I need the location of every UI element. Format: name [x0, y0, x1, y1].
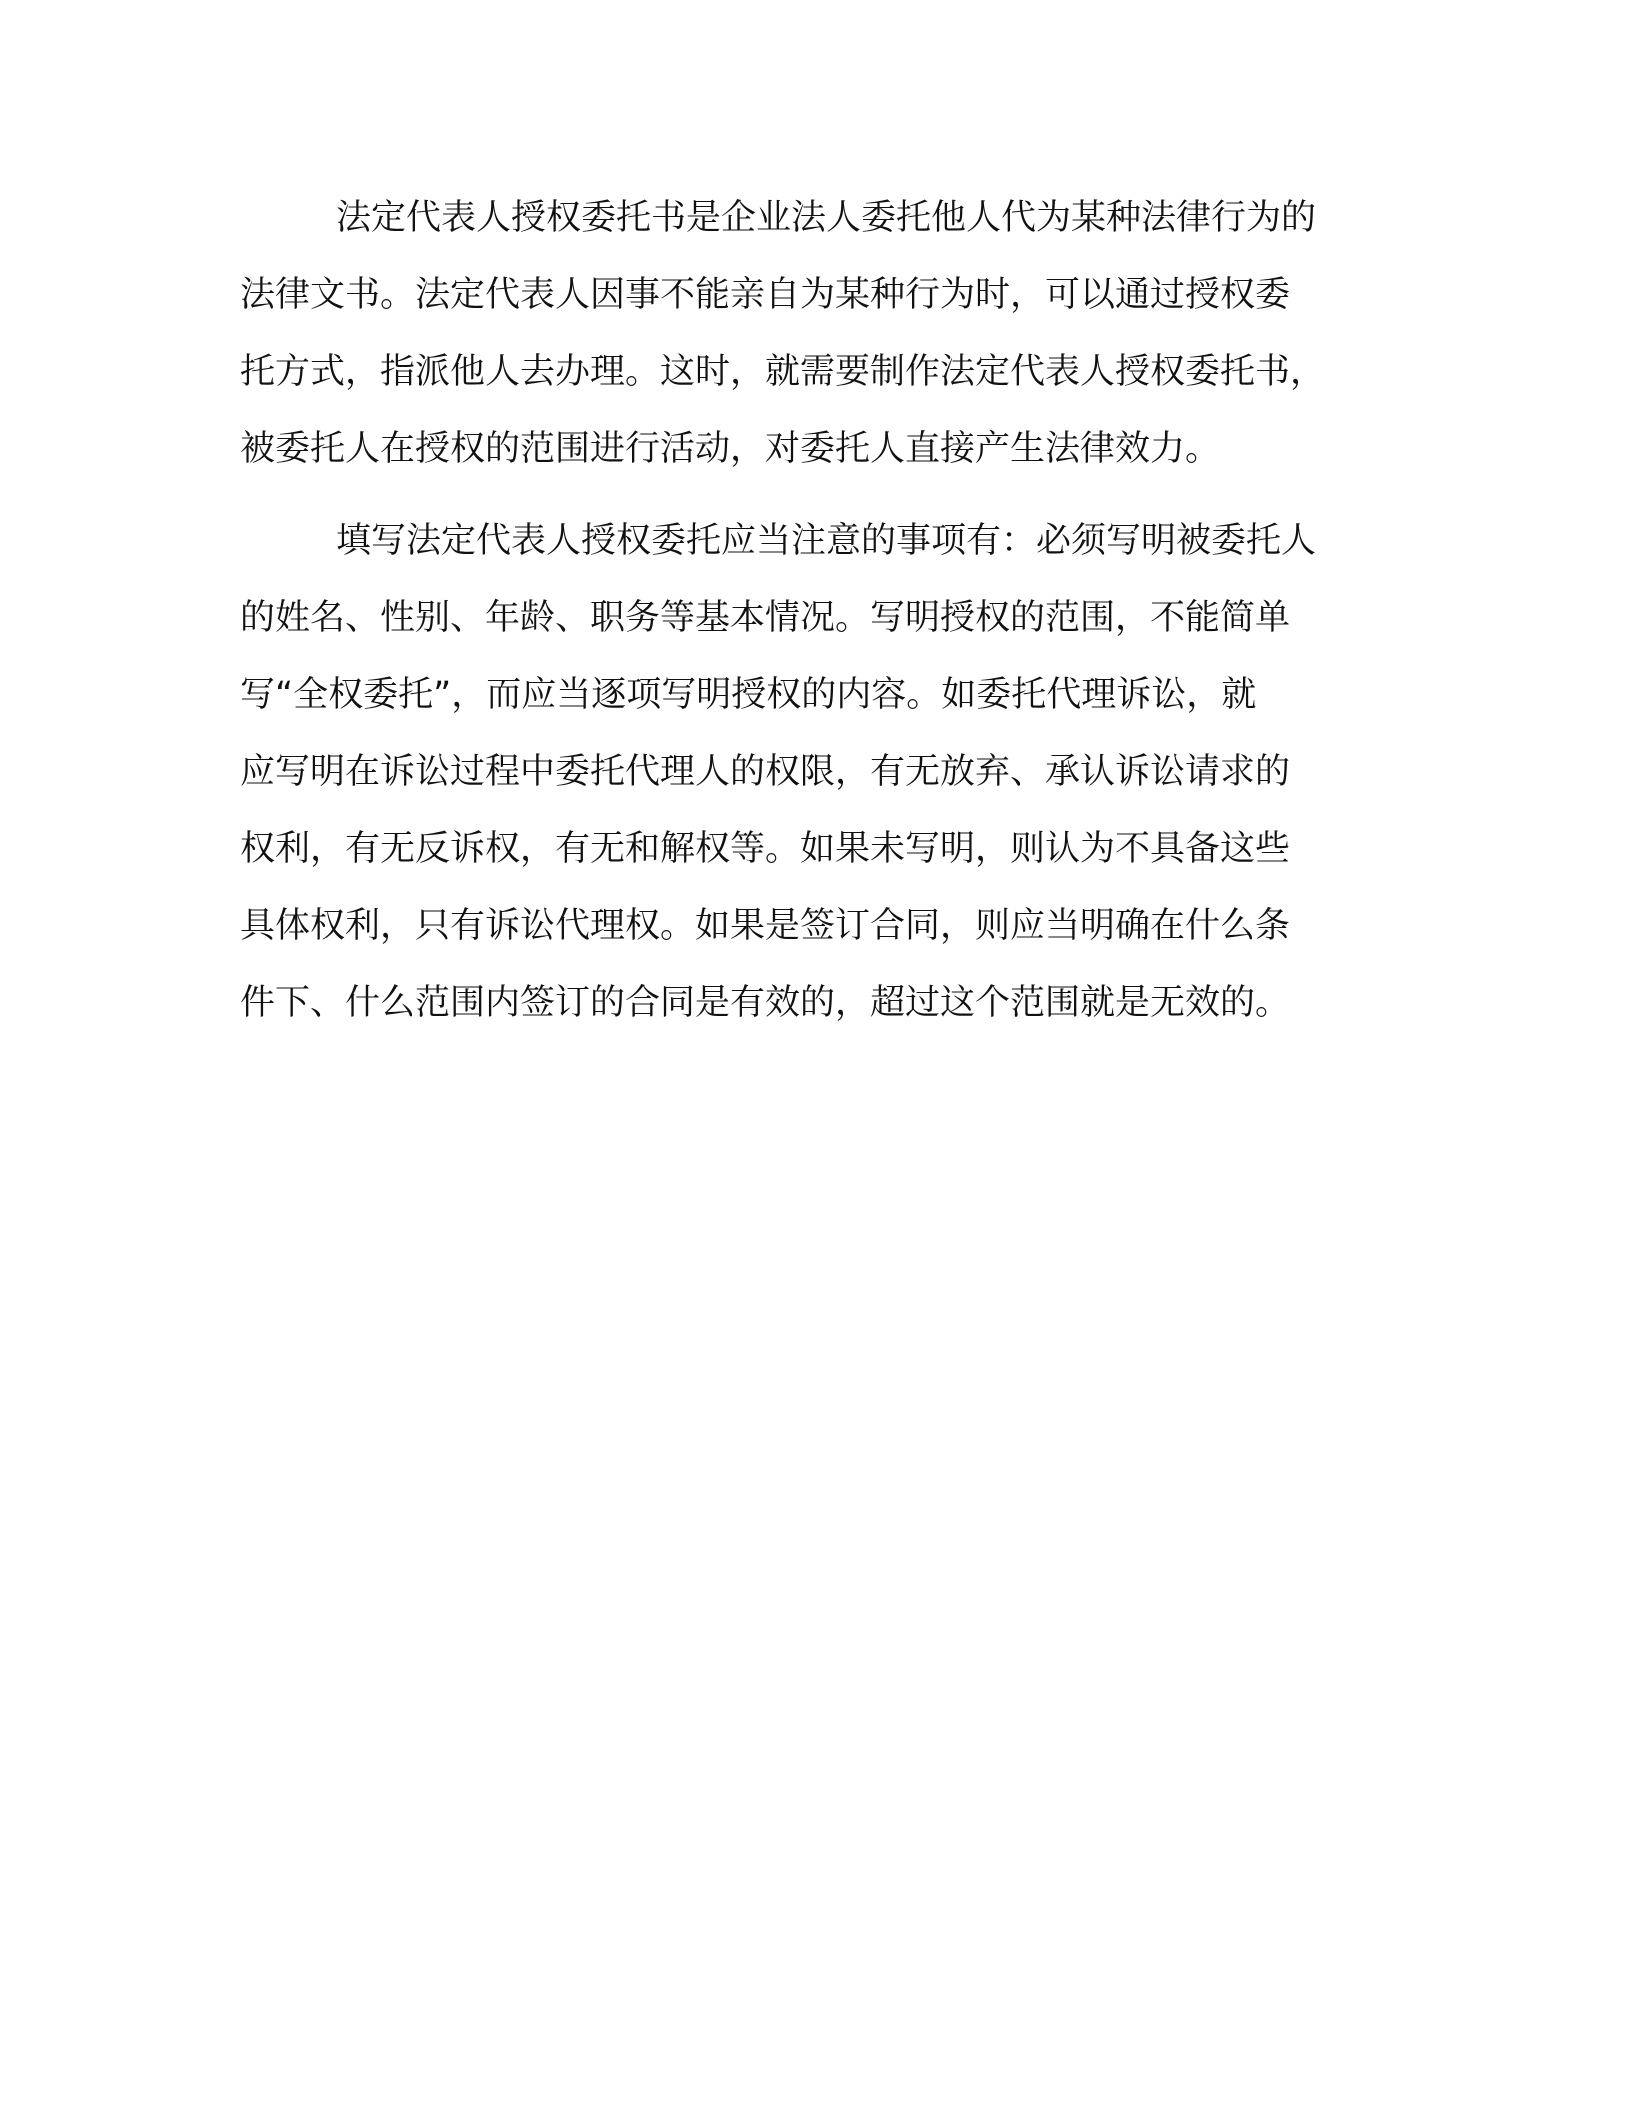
paragraph-line: 填写法定代表人授权委托应当注意的事项有：必须写明被委托人 [336, 521, 1317, 561]
paragraph-1 [240, 180, 1375, 488]
paragraph-line: 写“全权委托”，而应当逐项写明授权的内容。如委托代理诉讼，就 [240, 675, 1257, 715]
document-body [240, 180, 1375, 1042]
paragraph-line: 具体权利，只有诉讼代理权。如果是签订合同，则应当明确在什么条 [240, 906, 1291, 946]
paragraph-line: 托方式，指派他人去办理。这时，就需要制作法定代表人授权委托书， [240, 352, 1326, 392]
paragraph-line: 件下、什么范围内签订的合同是有效的，超过这个范围就是无效的。 [240, 983, 1291, 1023]
paragraph-line: 权利，有无反诉权，有无和解权等。如果未写明，则认为不具备这些 [240, 829, 1291, 869]
paragraph-line: 的姓名、性别、年龄、职务等基本情况。写明授权的范围，不能简单 [240, 598, 1291, 638]
paragraph-spacer [240, 488, 1375, 503]
paragraph-line: 被委托人在授权的范围进行活动，对委托人直接产生法律效力。 [240, 429, 1221, 469]
paragraph-line: 法律文书。法定代表人因事不能亲自为某种行为时，可以通过授权委 [240, 275, 1291, 315]
paragraph-2 [240, 503, 1375, 1042]
paragraph-line: 应写明在诉讼过程中委托代理人的权限，有无放弃、承认诉讼请求的 [240, 752, 1291, 792]
paragraph-line: 法定代表人授权委托书是企业法人委托他人代为某种法律行为的 [336, 198, 1317, 238]
